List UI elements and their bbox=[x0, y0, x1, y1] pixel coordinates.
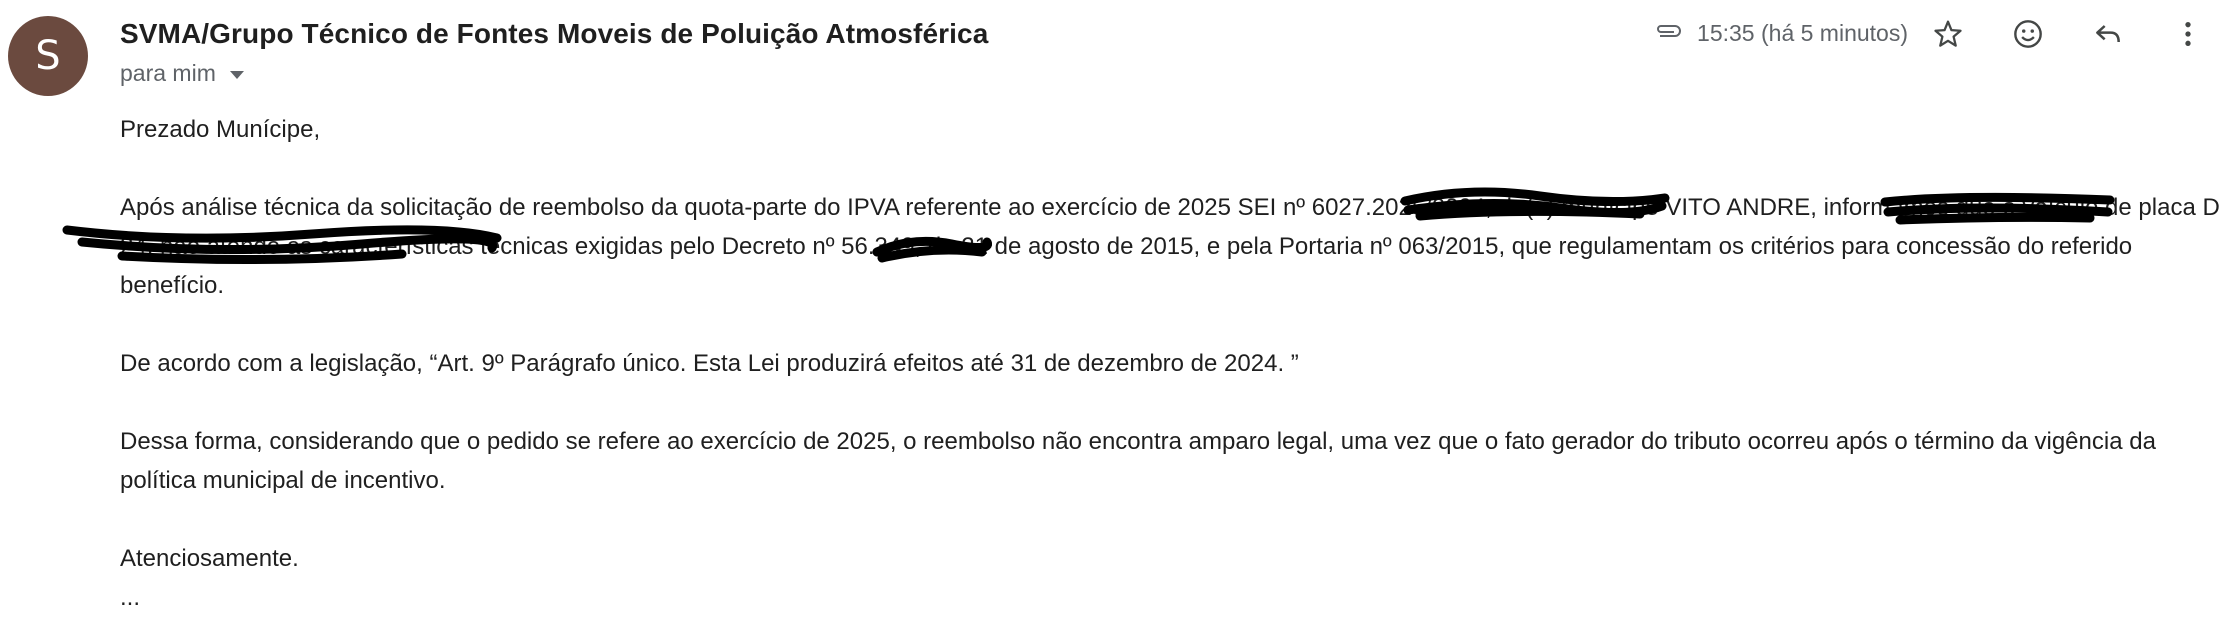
reply-icon bbox=[2092, 18, 2124, 55]
recipient-label: para mim bbox=[120, 60, 216, 86]
more-vert-icon bbox=[2172, 18, 2204, 55]
recipient-details-toggle[interactable] bbox=[120, 60, 244, 87]
greeting: Prezado Munícipe, bbox=[120, 116, 321, 143]
sender-name: SVMA/Grupo Técnico de Fontes Moveis de Poluição Atmosférica bbox=[120, 18, 989, 49]
reply-button[interactable] bbox=[2068, 12, 2148, 60]
add-reaction-button[interactable] bbox=[1988, 12, 2068, 60]
more-options-button[interactable] bbox=[2148, 12, 2228, 60]
trimmed-content-ellipsis[interactable]: ... bbox=[120, 584, 141, 611]
paragraph-legislation: De acordo com a legislação, “Art. 9º Parágrafo único. Esta Lei produzirá efeitos até 31 de dezembro de 2024. ” bbox=[120, 350, 1299, 377]
paragraph-conclusion: Dessa forma, considerando que o pedido se refere ao exercício de 2025, o reembolso não encontra amparo legal, uma vez que o fato gerador do tributo ocorreu após o término da vigência da política municipal de incentivo. bbox=[120, 428, 2156, 494]
message-meta bbox=[1653, 20, 1908, 47]
star-icon bbox=[1932, 18, 1964, 55]
message-actions bbox=[1908, 12, 2228, 60]
caret-down-icon bbox=[230, 71, 244, 79]
paperclip-icon bbox=[1653, 20, 1683, 47]
avatar[interactable]: S bbox=[8, 16, 88, 96]
emoji-icon bbox=[2012, 18, 2044, 55]
message-body bbox=[120, 110, 2220, 617]
closing: Atenciosamente. bbox=[120, 545, 299, 572]
message-time: 15:35 (há 5 minutos) bbox=[1697, 20, 1908, 46]
star-button[interactable] bbox=[1908, 12, 1988, 60]
paragraph-analysis: Após análise técnica da solicitação de reembolso da quota-parte do IPVA referente ao exercício de 2025 SEI nº 6027.2025/0004, do(a) munícipe VITO ANDRE, informamos que o veículo de placa D 24, não atende às características técnicas exigidas pelo Decreto nº 56.349, de 21 de agosto de 2015, e pela Portaria nº 063/2015, que regulamentam os critérios para concessão do referido benefício. bbox=[120, 194, 2220, 299]
